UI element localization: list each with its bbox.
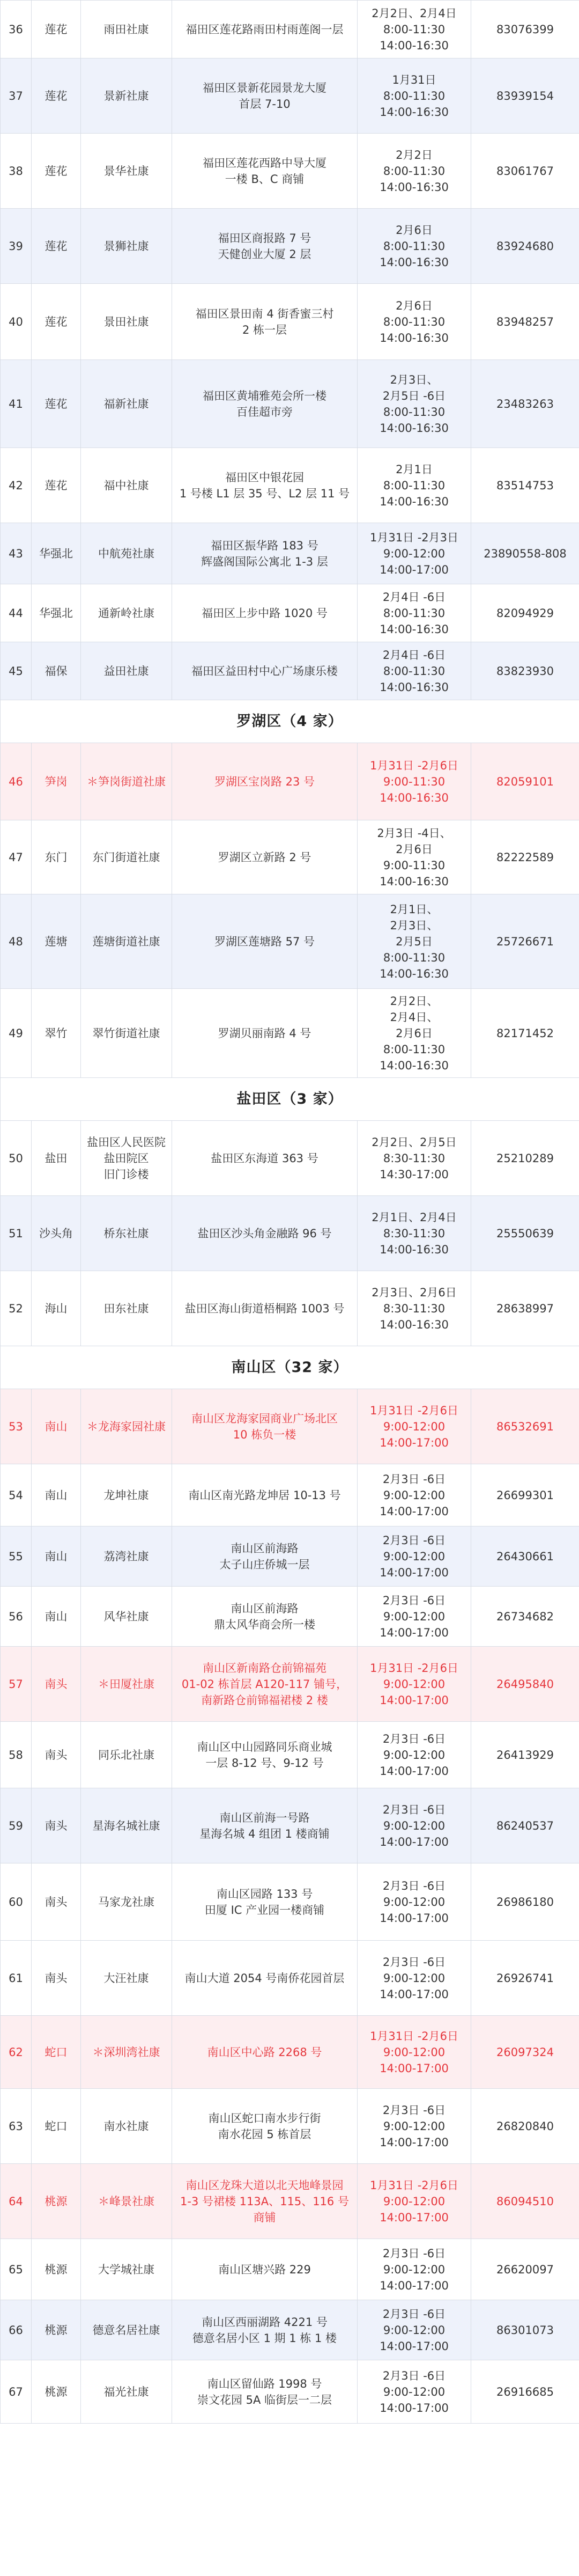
table-row [1,448,579,523]
street-cell: 福保 [32,642,81,700]
address-cell: 南山区龙珠大道以北天地峰景园 1-3 号裙楼 113A、115、116 号商铺 [172,2164,358,2239]
table-row-highlighted [1,2164,579,2239]
phone-cell: 83061767 [471,134,579,209]
phone-cell: 26097324 [471,2016,579,2089]
street-cell: 海山 [32,1271,81,1346]
service-time-cell: 1月31日 -2月3日 9:00-12:00 14:00-17:00 [358,523,471,584]
table-row [1,2239,579,2300]
clinic-name-cell: 龙坤社康 [81,1464,172,1526]
street-cell: 莲花 [32,448,81,523]
address-cell: 南山区龙海家园商业广场北区 10 栋负一楼 [172,1389,358,1464]
street-cell: 莲塘 [32,894,81,989]
clinic-name-cell: 荔湾社康 [81,1526,172,1587]
street-cell: 莲花 [32,209,81,284]
address-cell: 南山区中山园路同乐商业城 一层 8-12 号、9-12 号 [172,1722,358,1788]
address-cell: 南山区新南路仓前锦福苑 01-02 栋首层 A120-117 铺号， 南新路仓前锦福裙楼 2 楼 [172,1647,358,1722]
service-time-cell: 2月1日 8:00-11:30 14:00-16:30 [358,448,471,523]
table-row [1,1464,579,1526]
row-index: 39 [1,209,32,284]
street-cell: 南头 [32,1647,81,1722]
clinic-name-cell: 德意名居社康 [81,2300,172,2360]
street-cell: 桃源 [32,2239,81,2300]
phone-cell: 86094510 [471,2164,579,2239]
street-cell: 蛇口 [32,2016,81,2089]
street-cell: 莲花 [32,1,81,58]
phone-cell: 23483263 [471,360,579,448]
street-cell: 南山 [32,1526,81,1587]
table-row [1,284,579,360]
service-time-cell: 2月3日 -6日 9:00-12:00 14:00-17:00 [358,1587,471,1647]
address-cell: 福田区振华路 183 号 辉盛阁国际公寓北 1-3 层 [172,523,358,584]
clinic-name-cell: ＊田厦社康 [81,1647,172,1722]
table-row [1,1196,579,1271]
clinic-name-cell: 田东社康 [81,1271,172,1346]
address-cell: 南山区西丽湖路 4221 号 德意名居小区 1 期 1 栋 1 楼 [172,2300,358,2360]
street-cell: 桃源 [32,2360,81,2424]
phone-cell: 26699301 [471,1464,579,1526]
clinic-name-cell: 景狮社康 [81,209,172,284]
row-index: 52 [1,1271,32,1346]
service-time-cell: 2月3日 -6日 9:00-12:00 14:00-17:00 [358,1788,471,1863]
street-cell: 笋岗 [32,743,81,820]
clinic-name-cell: 景新社康 [81,58,172,134]
service-time-cell: 2月3日 -6日 9:00-12:00 14:00-17:00 [358,1863,471,1941]
service-time-cell: 2月3日 -6日 9:00-12:00 14:00-17:00 [358,2089,471,2164]
service-time-cell: 2月1日、 2月3日、 2月5日 8:00-11:30 14:00-16:30 [358,894,471,989]
clinic-name-cell: 盐田区人民医院 盐田院区 旧门诊楼 [81,1121,172,1196]
street-cell: 东门 [32,820,81,894]
table-row [1,58,579,134]
row-index: 64 [1,2164,32,2239]
table-row [1,1722,579,1788]
phone-cell: 23890558-808 [471,523,579,584]
address-cell: 南山区园路 133 号 田厦 IC 产业园一楼商铺 [172,1863,358,1941]
phone-cell: 26734682 [471,1587,579,1647]
phone-cell: 25210289 [471,1121,579,1196]
row-index: 36 [1,1,32,58]
table-row-highlighted [1,1647,579,1722]
clinic-name-cell: 福中社康 [81,448,172,523]
address-cell: 福田区黄埔雅苑会所一楼 百佳超市旁 [172,360,358,448]
street-cell: 桃源 [32,2164,81,2239]
street-cell: 莲花 [32,134,81,209]
clinic-name-cell: 雨田社康 [81,1,172,58]
phone-cell: 26926741 [471,1941,579,2016]
street-cell: 南头 [32,1941,81,2016]
table-row [1,820,579,894]
clinic-name-cell: 中航苑社康 [81,523,172,584]
district-section-header [1,700,579,743]
phone-cell: 25550639 [471,1196,579,1271]
clinic-name-cell: ＊峰景社康 [81,2164,172,2239]
address-cell: 南山区前海路 鼎太风华商会所一楼 [172,1587,358,1647]
address-cell: 南山区中心路 2268 号 [172,2016,358,2089]
row-index: 38 [1,134,32,209]
table-row [1,1587,579,1647]
address-cell: 盐田区沙头角金融路 96 号 [172,1196,358,1271]
clinic-name-cell: 翠竹街道社康 [81,989,172,1078]
phone-cell: 86240537 [471,1788,579,1863]
street-cell: 南头 [32,1863,81,1941]
phone-cell: 83939154 [471,58,579,134]
address-cell: 福田区景田南 4 街香蜜三村 2 栋一层 [172,284,358,360]
phone-cell: 82222589 [471,820,579,894]
table-row-highlighted [1,1389,579,1464]
clinic-name-cell: 景华社康 [81,134,172,209]
street-cell: 南山 [32,1389,81,1464]
phone-cell: 82094929 [471,584,579,642]
service-time-cell: 2月3日 -6日 9:00-12:00 14:00-17:00 [358,1464,471,1526]
table-row [1,523,579,584]
service-time-cell: 1月31日 -2月6日 9:00-12:00 14:00-17:00 [358,2164,471,2239]
phone-cell: 25726671 [471,894,579,989]
clinic-name-cell: ＊龙海家园社康 [81,1389,172,1464]
row-index: 42 [1,448,32,523]
row-index: 48 [1,894,32,989]
phone-cell: 83514753 [471,448,579,523]
clinic-name-cell: 星海名城社康 [81,1788,172,1863]
row-index: 37 [1,58,32,134]
service-time-cell: 2月3日 -6日 9:00-12:00 14:00-17:00 [358,2360,471,2424]
table-row [1,1863,579,1941]
district-title: 罗湖区（4 家） [1,700,579,743]
district-title: 南山区（32 家） [1,1346,579,1389]
table-row [1,209,579,284]
clinic-name-cell: 桥东社康 [81,1196,172,1271]
street-cell: 南山 [32,1587,81,1647]
table-row [1,2089,579,2164]
district-section-header [1,1346,579,1389]
row-index: 53 [1,1389,32,1464]
service-time-cell: 1月31日 -2月6日 9:00-11:30 14:00-16:30 [358,743,471,820]
street-cell: 南头 [32,1722,81,1788]
street-cell: 翠竹 [32,989,81,1078]
row-index: 57 [1,1647,32,1722]
service-time-cell: 2月3日、2月6日 8:30-11:30 14:00-16:30 [358,1271,471,1346]
clinic-name-cell: 益田社康 [81,642,172,700]
phone-cell: 28638997 [471,1271,579,1346]
table-row [1,894,579,989]
clinic-name-cell: 莲塘街道社康 [81,894,172,989]
service-time-cell: 2月3日、 2月5日 -6日 8:00-11:30 14:00-16:30 [358,360,471,448]
address-cell: 南山区塘兴路 229 [172,2239,358,2300]
street-cell: 莲花 [32,284,81,360]
service-time-cell: 2月4日 -6日 8:00-11:30 14:00-16:30 [358,584,471,642]
phone-cell: 26413929 [471,1722,579,1788]
service-time-cell: 2月3日 -6日 9:00-12:00 14:00-17:00 [358,1722,471,1788]
service-time-cell: 2月4日 -6日 8:00-11:30 14:00-16:30 [358,642,471,700]
row-index: 50 [1,1121,32,1196]
row-index: 55 [1,1526,32,1587]
phone-cell: 86301073 [471,2300,579,2360]
address-cell: 南山大道 2054 号南侨花园首层 [172,1941,358,2016]
service-time-cell: 1月31日 -2月6日 9:00-12:00 14:00-17:00 [358,2016,471,2089]
service-time-cell: 1月31日 -2月6日 9:00-12:00 14:00-17:00 [358,1389,471,1464]
row-index: 62 [1,2016,32,2089]
phone-cell: 26986180 [471,1863,579,1941]
address-cell: 罗湖区宝岗路 23 号 [172,743,358,820]
address-cell: 罗湖区莲塘路 57 号 [172,894,358,989]
service-time-cell: 2月6日 8:00-11:30 14:00-16:30 [358,209,471,284]
phone-cell: 82171452 [471,989,579,1078]
clinic-name-cell: 同乐北社康 [81,1722,172,1788]
address-cell: 南山区前海路 太子山庄侨城一层 [172,1526,358,1587]
phone-cell: 26430661 [471,1526,579,1587]
row-index: 60 [1,1863,32,1941]
address-cell: 盐田区海山街道梧桐路 1003 号 [172,1271,358,1346]
row-index: 40 [1,284,32,360]
table-row-highlighted [1,2016,579,2089]
clinic-name-cell: 风华社康 [81,1587,172,1647]
phone-cell: 26820840 [471,2089,579,2164]
row-index: 59 [1,1788,32,1863]
service-time-cell: 2月2日、2月5日 8:30-11:30 14:30-17:00 [358,1121,471,1196]
table-row [1,989,579,1078]
service-time-cell: 2月6日 8:00-11:30 14:00-16:30 [358,284,471,360]
row-index: 51 [1,1196,32,1271]
clinic-name-cell: 大汪社康 [81,1941,172,2016]
table-row [1,2360,579,2424]
street-cell: 沙头角 [32,1196,81,1271]
address-cell: 南山区南光路龙坤居 10-13 号 [172,1464,358,1526]
service-time-cell: 2月3日 -6日 9:00-12:00 14:00-17:00 [358,1941,471,2016]
clinic-name-cell: 福光社康 [81,2360,172,2424]
street-cell: 华强北 [32,523,81,584]
clinic-name-cell: 景田社康 [81,284,172,360]
service-time-cell: 2月3日 -6日 9:00-12:00 14:00-17:00 [358,2239,471,2300]
row-index: 45 [1,642,32,700]
address-cell: 南山区前海一号路 星海名城 4 组团 1 楼商铺 [172,1788,358,1863]
service-time-cell: 2月2日、 2月4日、 2月6日 8:00-11:30 14:00-16:30 [358,989,471,1078]
clinic-name-cell: ＊深圳湾社康 [81,2016,172,2089]
row-index: 63 [1,2089,32,2164]
table-row [1,1788,579,1863]
clinic-name-cell: 马家龙社康 [81,1863,172,1941]
address-cell: 福田区景新花园景龙大厦 首层 7-10 [172,58,358,134]
table-row [1,642,579,700]
row-index: 49 [1,989,32,1078]
service-time-cell: 1月31日 -2月6日 9:00-12:00 14:00-17:00 [358,1647,471,1722]
street-cell: 桃源 [32,2300,81,2360]
phone-cell: 86532691 [471,1389,579,1464]
table-row [1,584,579,642]
street-cell: 南头 [32,1788,81,1863]
address-cell: 福田区上步中路 1020 号 [172,584,358,642]
table-row [1,2300,579,2360]
row-index: 41 [1,360,32,448]
row-index: 43 [1,523,32,584]
table-row [1,134,579,209]
row-index: 66 [1,2300,32,2360]
clinic-name-cell: 东门街道社康 [81,820,172,894]
table-row-highlighted [1,743,579,820]
address-cell: 罗湖贝丽南路 4 号 [172,989,358,1078]
street-cell: 蛇口 [32,2089,81,2164]
table-row [1,1121,579,1196]
street-cell: 南山 [32,1464,81,1526]
phone-cell: 83948257 [471,284,579,360]
service-time-cell: 2月3日 -6日 9:00-12:00 14:00-17:00 [358,1526,471,1587]
service-time-cell: 2月3日 -4日、 2月6日 9:00-11:30 14:00-16:30 [358,820,471,894]
street-cell: 莲花 [32,360,81,448]
phone-cell: 82059101 [471,743,579,820]
clinic-name-cell: 通新岭社康 [81,584,172,642]
address-cell: 南山区留仙路 1998 号 崇文花园 5A 临街层一二层 [172,2360,358,2424]
row-index: 65 [1,2239,32,2300]
clinic-name-cell: 大学城社康 [81,2239,172,2300]
table-row [1,1941,579,2016]
table-row [1,1271,579,1346]
row-index: 47 [1,820,32,894]
phone-cell: 26495840 [471,1647,579,1722]
clinic-name-cell: 福新社康 [81,360,172,448]
table-row [1,360,579,448]
service-time-cell: 2月2日 8:00-11:30 14:00-16:30 [358,134,471,209]
row-index: 44 [1,584,32,642]
address-cell: 福田区商报路 7 号 天健创业大厦 2 层 [172,209,358,284]
service-time-cell: 2月1日、2月4日 8:30-11:30 14:00-16:30 [358,1196,471,1271]
phone-cell: 26916685 [471,2360,579,2424]
row-index: 61 [1,1941,32,2016]
row-index: 67 [1,2360,32,2424]
phone-cell: 83823930 [471,642,579,700]
address-cell: 南山区蛇口南水步行街 南水花园 5 栋首层 [172,2089,358,2164]
clinic-name-cell: ＊笋岗街道社康 [81,743,172,820]
phone-cell: 83924680 [471,209,579,284]
street-cell: 莲花 [32,58,81,134]
row-index: 56 [1,1587,32,1647]
address-cell: 福田区莲花西路中导大厦 一楼 B、C 商铺 [172,134,358,209]
table-body [1,1,579,2424]
row-index: 46 [1,743,32,820]
phone-cell: 83076399 [471,1,579,58]
address-cell: 盐田区东海道 363 号 [172,1121,358,1196]
district-title: 盐田区（3 家） [1,1078,579,1121]
row-index: 54 [1,1464,32,1526]
service-time-cell: 2月2日、2月4日 8:00-11:30 14:00-16:30 [358,1,471,58]
row-index: 58 [1,1722,32,1788]
address-cell: 福田区益田村中心广场康乐楼 [172,642,358,700]
street-cell: 盐田 [32,1121,81,1196]
service-time-cell: 1月31日 8:00-11:30 14:00-16:30 [358,58,471,134]
phone-cell: 26620097 [471,2239,579,2300]
district-section-header [1,1078,579,1121]
address-cell: 罗湖区立新路 2 号 [172,820,358,894]
clinic-name-cell: 南水社康 [81,2089,172,2164]
table-row [1,1,579,58]
service-time-cell: 2月3日 -6日 9:00-12:00 14:00-17:00 [358,2300,471,2360]
street-cell: 华强北 [32,584,81,642]
address-cell: 福田区莲花路雨田村雨莲阁一层 [172,1,358,58]
table-row [1,1526,579,1587]
address-cell: 福田区中银花园 1 号楼 L1 层 35 号、L2 层 11 号 [172,448,358,523]
